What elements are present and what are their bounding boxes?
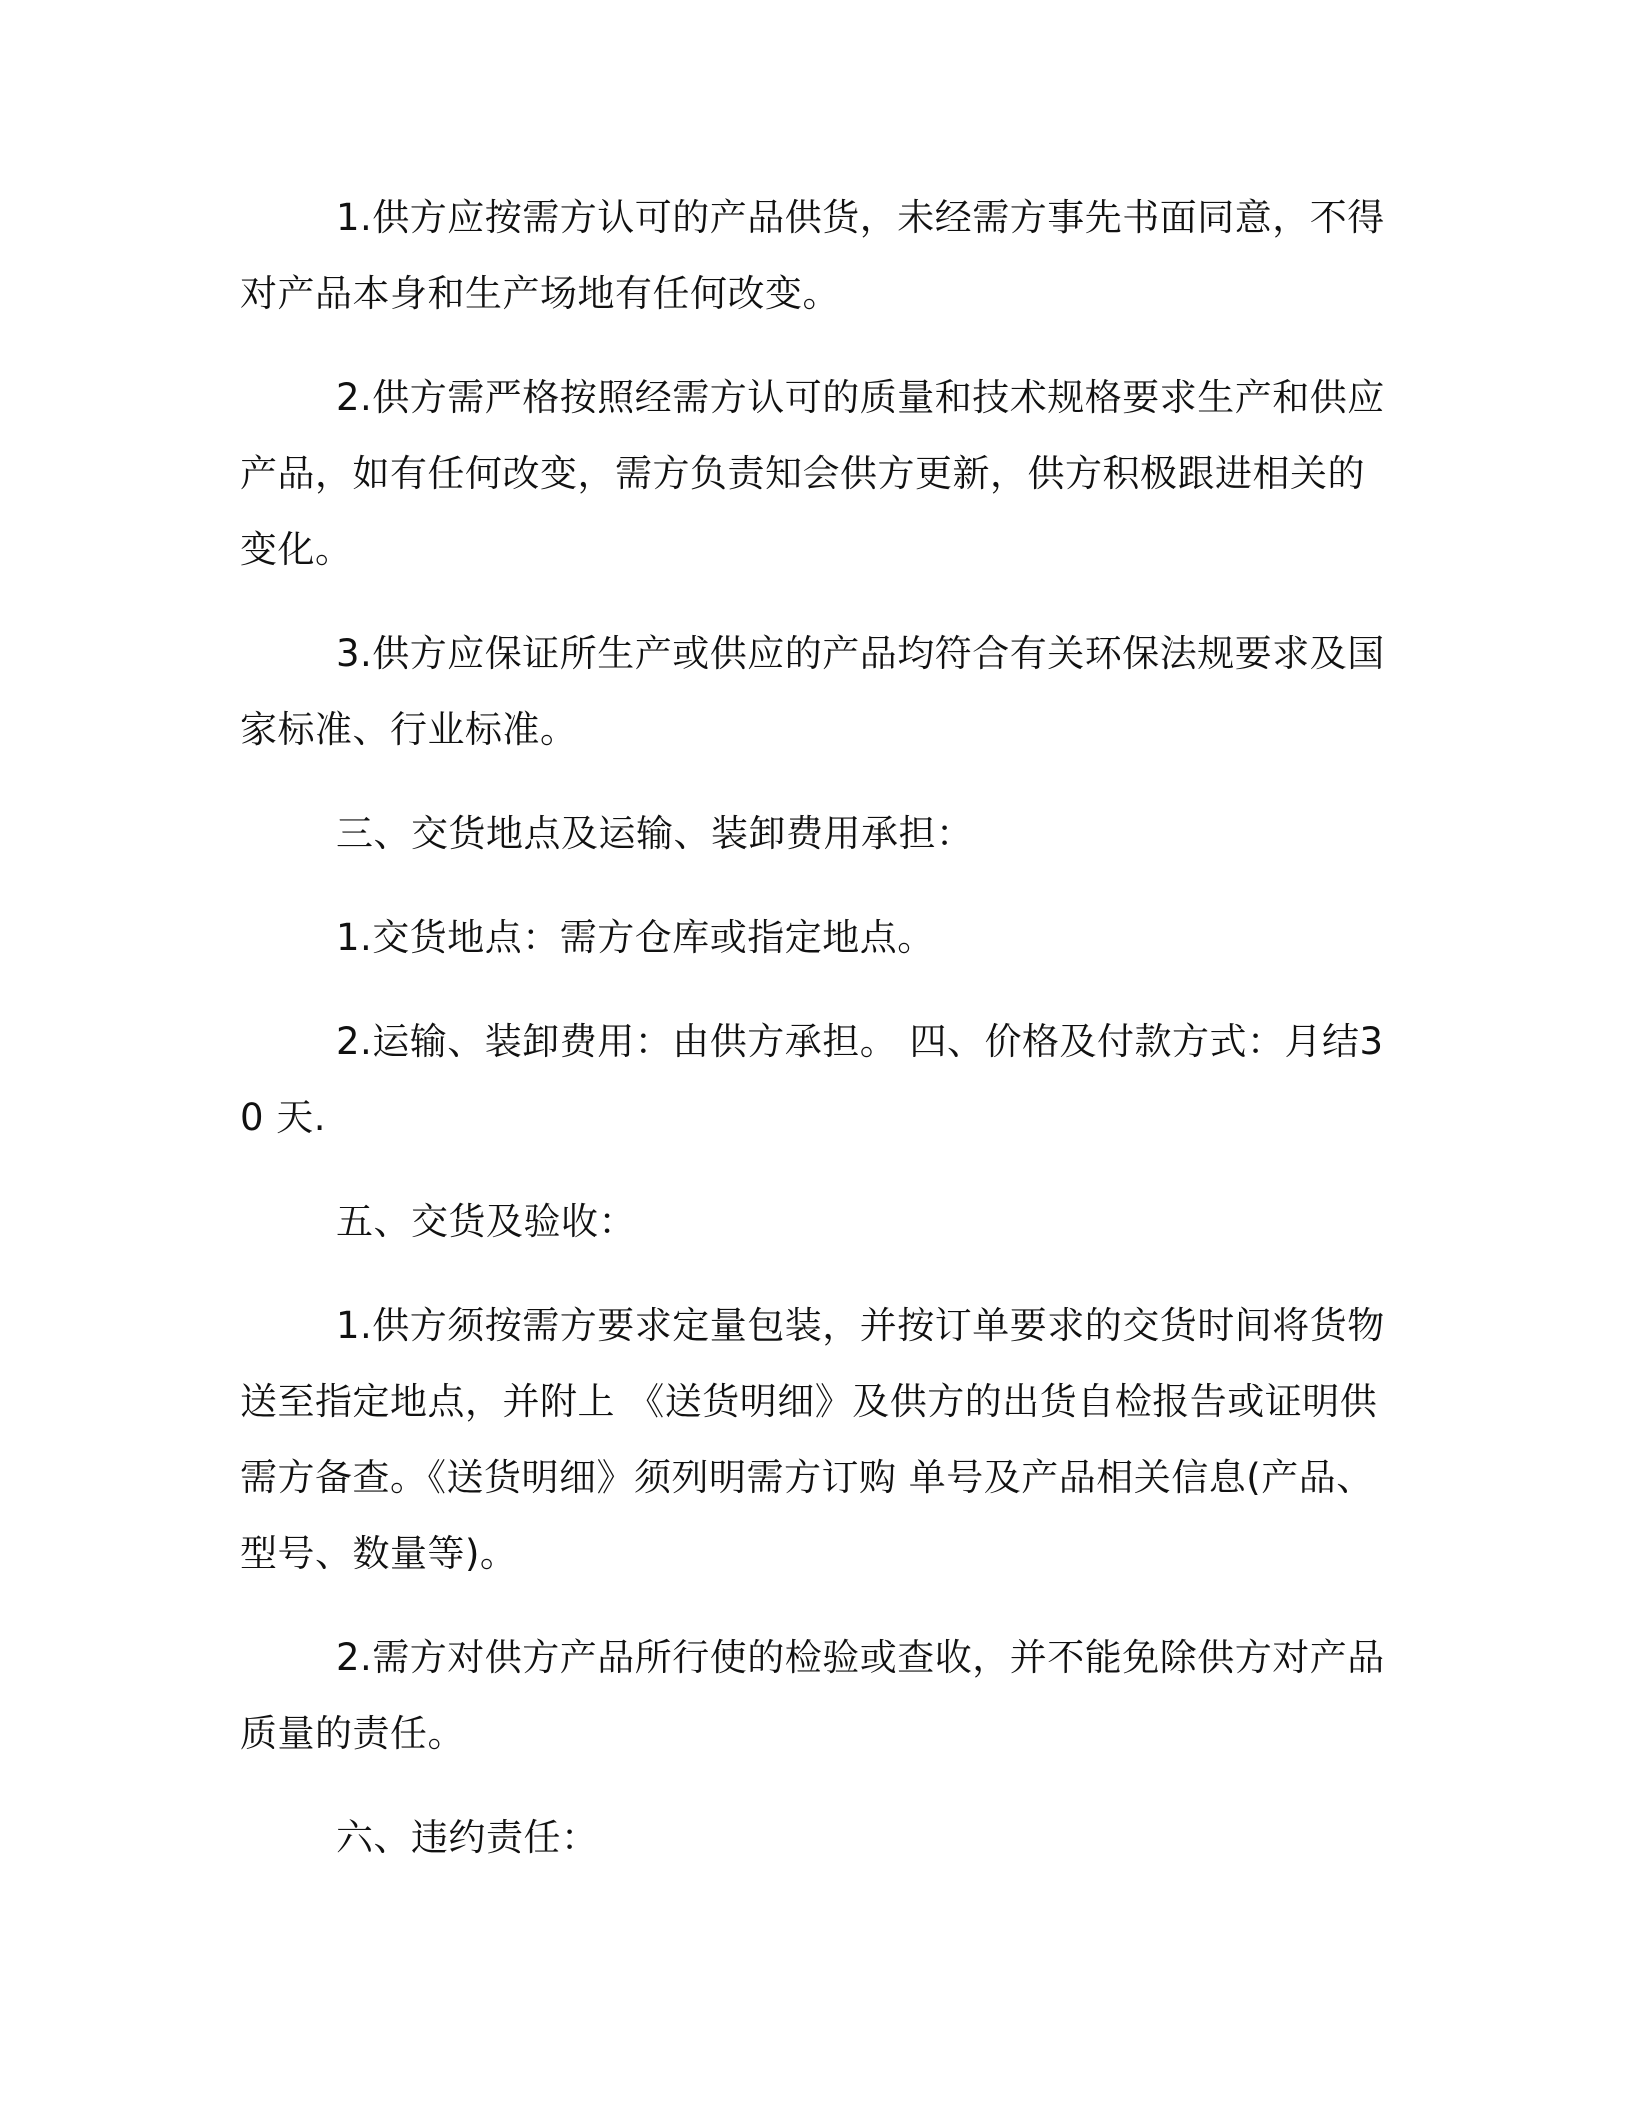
clause-paragraph: 1.供方应按需方认可的产品供货，未经需方事先书面同意，不得对产品本身和生产场地有任何改变。 xyxy=(240,196,1385,315)
section-heading: 三、交货地点及运输、装卸费用承担： xyxy=(336,812,974,855)
document-body xyxy=(240,180,1400,1904)
section-heading: 六、违约责任： xyxy=(336,1816,599,1859)
clause-paragraph: 2.需方对供方产品所行使的检验或查收，并不能免除供方对产品质量的责任。 xyxy=(240,1636,1385,1755)
clause-paragraph: 3.供方应保证所生产或供应的产品均符合有关环保法规要求及国家标准、行业标准。 xyxy=(240,632,1385,751)
clause-paragraph: 2.供方需严格按照经需方认可的质量和技术规格要求生产和供应产品，如有任何改变，需方负责知会供方更新，供方积极跟进相关的变化。 xyxy=(240,376,1385,571)
clause-paragraph: 1.交货地点：需方仓库或指定地点。 xyxy=(336,916,935,959)
clause-paragraph: 1.供方须按需方要求定量包装，并按订单要求的交货时间将货物送至指定地点，并附上 《送货明细》及供方的出货自检报告或证明供需方备查。《送货明细》须列明需方订购 单号及产品相关信息(产品、型号、数量等)。 xyxy=(240,1304,1385,1575)
section-heading: 五、交货及验收： xyxy=(336,1200,636,1243)
clause-paragraph: 2.运输、装卸费用：由供方承担。 四、价格及付款方式：月结30 天. xyxy=(240,1020,1384,1139)
